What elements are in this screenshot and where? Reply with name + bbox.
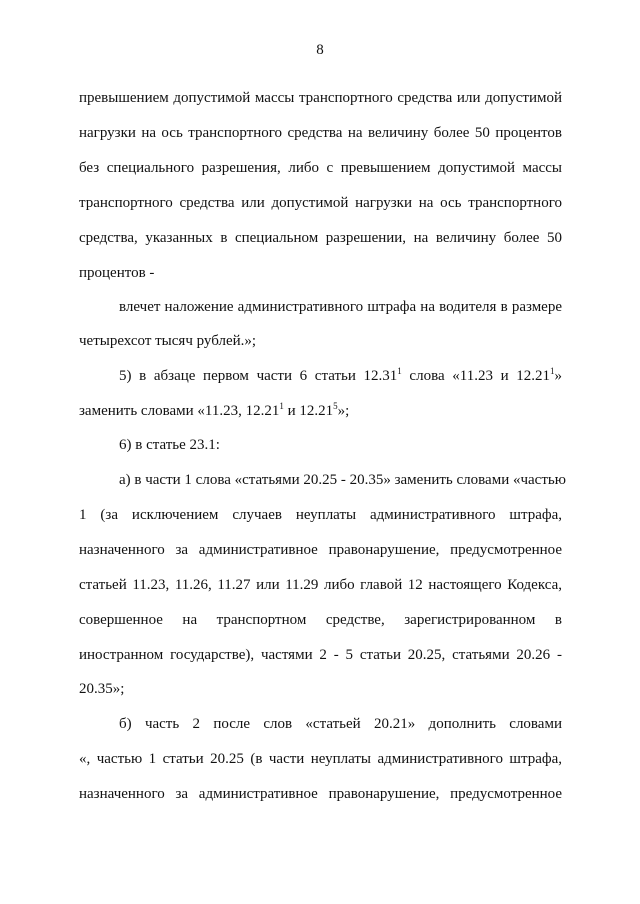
item-6a-line: иностранном государстве), частями 2 - 5 статьи 20.25, статьями 20.26 -: [79, 647, 562, 663]
item-5-text: и 12.21: [283, 403, 334, 419]
item-5-text: 5) в абзаце первом части 6 статьи 12.31: [119, 368, 398, 384]
superscript: 1: [550, 366, 555, 376]
text-line: нагрузки на ось транспортного средства на величину более 50 процентов: [79, 125, 562, 141]
superscript: 5: [333, 401, 338, 411]
text-line: четырехсот тысяч рублей.»;: [79, 333, 257, 349]
item-6a-line: 20.35»;: [79, 681, 125, 697]
item-6b-line: б) часть 2 после слов «статьей 20.21» дополнить словами: [119, 716, 562, 732]
superscript: 1: [279, 401, 284, 411]
item-5-text: слова «11.23 и 12.21: [401, 368, 550, 384]
item-6b-line: «, частью 1 статьи 20.25 (в части неуплаты административного штрафа,: [79, 751, 562, 767]
item-6a-line: совершенное на транспортном средстве, зарегистрированном в: [79, 612, 562, 628]
item-5-text: »;: [337, 403, 350, 419]
text-line: транспортного средства или допустимой нагрузки на ось транспортного: [79, 195, 562, 211]
item-6a-line: 1 (за исключением случаев неуплаты административного штрафа,: [79, 507, 562, 523]
item-6a-line: назначенного за административное правонарушение, предусмотренное: [79, 542, 562, 558]
text-line: влечет наложение административного штрафа на водителя в размере: [119, 299, 562, 315]
item-6b-line: назначенного за административное правонарушение, предусмотренное: [79, 786, 562, 802]
item-5-line-1: [119, 366, 562, 386]
text-line: превышением допустимой массы транспортного средства или допустимой: [79, 90, 562, 106]
text-line: средства, указанных в специальном разрешении, на величину более 50: [79, 230, 562, 246]
item-5-text: »: [554, 368, 562, 384]
text-line: без специального разрешения, либо с превышением допустимой массы: [79, 160, 562, 176]
item-6a-line: а) в части 1 слова «статьями 20.25 - 20.35» заменить словами «частью: [119, 472, 566, 488]
item-5-line-2: [79, 401, 562, 421]
page-number: 8: [316, 42, 324, 58]
item-6-heading: 6) в статье 23.1:: [119, 437, 220, 453]
item-5-text: заменить словами «11.23, 12.21: [79, 403, 280, 419]
superscript: 1: [397, 366, 402, 376]
text-line: процентов -: [79, 265, 155, 281]
item-6a-line: статьей 11.23, 11.26, 11.27 или 11.29 либо главой 12 настоящего Кодекса,: [79, 577, 562, 593]
